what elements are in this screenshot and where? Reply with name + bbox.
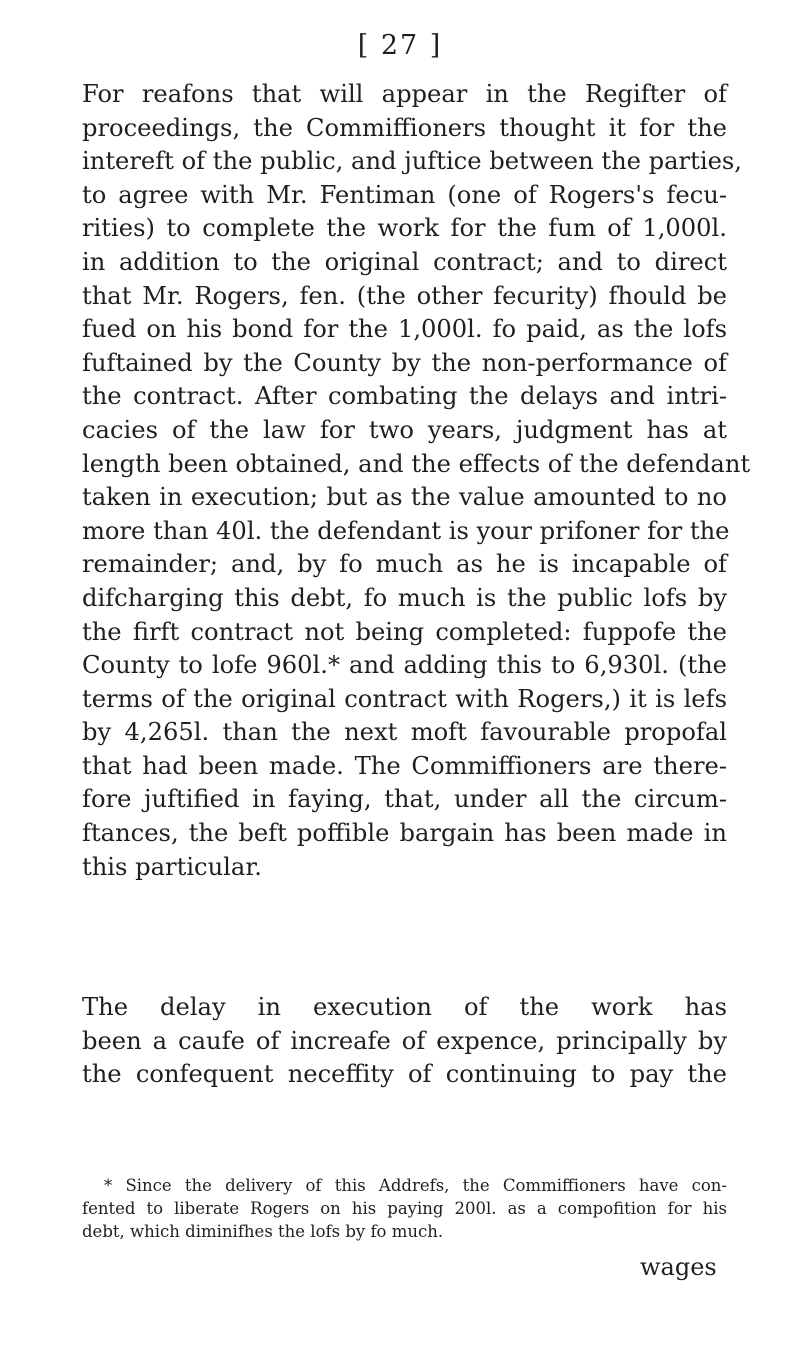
paragraph1-line: fuftained by the County by the non-performance of (82, 348, 727, 377)
paragraph1-line: that Mr. Rogers, fen. (the other fecurity) fhould be (82, 281, 727, 310)
paragraph1-line: taken in execution; but as the value amounted to no (82, 483, 727, 512)
paragraph1-line: cacies of the law for two years, judgment has at (82, 415, 727, 444)
page-number: [ 27 ] (357, 30, 443, 61)
paragraph-2 (82, 991, 727, 1092)
paragraph1-line: in addition to the original contract; and to direct (82, 247, 727, 276)
paragraph2-line: the confequent neceffity of continuing to pay the (82, 1060, 727, 1089)
paragraph2-line: The delay in execution of the work has (82, 993, 727, 1021)
paragraph1-line: County to lofe 960l.* and adding this to 6,930l. (the (82, 651, 727, 680)
paragraph1-line: length been obtained, and the effects of the defendant (82, 449, 751, 478)
paragraph1-line: remainder; and, by fo much as he is incapable of (82, 550, 727, 579)
paragraph1-line: ftances, the beft poffible bargain has been made in (82, 819, 727, 848)
paragraph1-line: this particular. (82, 852, 262, 881)
paragraph1-line: rities) to complete the work for the fum of 1,000l. (82, 214, 727, 243)
catchword: wages (640, 1253, 717, 1281)
footnote-line: * Since the delivery of this Addrefs, the Commiffioners have con- (104, 1176, 727, 1195)
paragraph1-line: fore juftified in faying, that, under all the circum- (82, 785, 727, 814)
paragraph1-line: fued on his bond for the 1,000l. fo paid, as the lofs (82, 315, 727, 344)
paragraph1-line: to agree with Mr. Fentiman (one of Rogers's fecu- (82, 180, 727, 209)
footnote-line: debt, which diminifhes the lofs by fo much. (82, 1222, 444, 1241)
footnote (82, 1174, 727, 1243)
footnote-line: fented to liberate Rogers on his paying 200l. as a compofition for his (82, 1199, 727, 1218)
paragraph2-line: been a caufe of increafe of expence, principally by (82, 1026, 727, 1055)
paragraph1-line: the firft contract not being completed: fuppofe the (82, 617, 727, 646)
paragraph1-line: terms of the original contract with Rogers,) it is lefs (82, 684, 727, 713)
paragraph-1 (82, 78, 751, 884)
paragraph1-line: proceedings, the Commiffioners thought it for the (82, 113, 727, 142)
paragraph1-line: For reafons that will appear in the Regifter of (82, 80, 727, 108)
paragraph1-line: by 4,265l. than the next moft favourable propofal (82, 718, 727, 747)
paragraph1-line: intereft of the public, and juftice between the parties, (82, 147, 742, 176)
paragraph1-line: difcharging this debt, fo much is the public lofs by (82, 583, 727, 612)
paragraph1-line: more than 40l. the defendant is your prifoner for the (82, 516, 730, 545)
paragraph1-line: the contract. After combating the delays and intri- (82, 382, 727, 411)
paragraph1-line: that had been made. The Commiffioners are there- (82, 751, 727, 780)
